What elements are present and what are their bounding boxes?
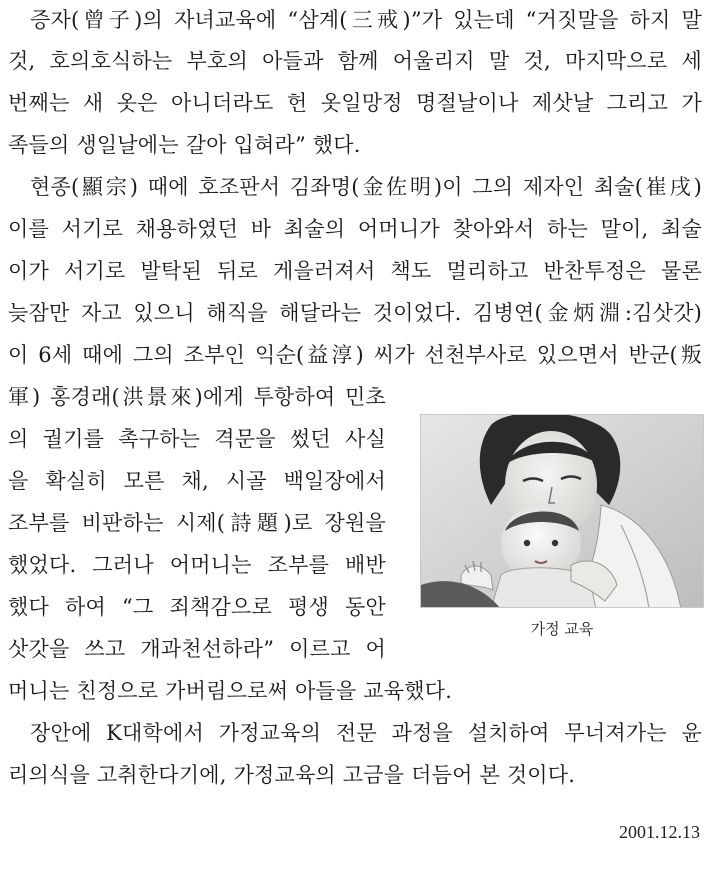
text-line: 것, 호의호식하는 부호의 아들과 함께 어울리지 말 것, 마지막으로 세	[8, 49, 702, 73]
document-date: 2001.12.13	[619, 822, 700, 842]
text-line: 머니는 친정으로 가버림으로써 아들을 교육했다.	[8, 679, 453, 703]
figure-caption: 가정 교육	[530, 620, 594, 638]
text-line: 조부를 비판하는 시제(詩題)로 장원을	[8, 511, 386, 535]
text-line: 의 궐기를 촉구하는 격문을 썼던 사실	[8, 427, 386, 451]
text-line: 증자(曾子)의 자녀교육에 “삼계(三戒)”가 있는데 “거짓말을 하지 말	[30, 8, 702, 32]
text-line: 늦잠만 자고 있으니 해직을 해달라는 것이었다. 김병연(金炳淵:김삿갓)	[8, 301, 702, 325]
mother-and-child-illustration	[420, 414, 704, 608]
text-line: 삿갓을 쓰고 개과천선하라” 이르고 어	[8, 637, 386, 661]
text-line: 軍) 홍경래(洪景來)에게 투항하여 민초	[8, 385, 386, 409]
text-line: 했다 하여 “그 죄책감으로 평생 동안	[8, 595, 386, 619]
text-line: 족들의 생일날에는 갈아 입혀라” 했다.	[8, 133, 361, 157]
text-line: 을 확실히 모른 채, 시골 백일장에서	[8, 469, 386, 493]
text-line: 번째는 새 옷은 아니더라도 헌 옷일망정 명절날이나 제삿날 그리고 가	[8, 91, 702, 115]
text-line: 장안에 K대학에서 가정교육의 전문 과정을 설치하여 무너져가는 윤	[30, 721, 702, 745]
text-line: 이를 서기로 채용하였던 바 최술의 어머니가 찾아와서 하는 말이, 최술	[8, 217, 702, 241]
text-line: 이가 서기로 발탁된 뒤로 게을러져서 책도 멀리하고 반찬투정은 물론	[8, 259, 702, 283]
text-line: 리의식을 고취한다기에, 가정교육의 고금을 더듬어 본 것이다.	[8, 763, 576, 787]
text-line: 했었다. 그러나 어머니는 조부를 배반	[8, 553, 386, 577]
text-line: 이 6세 때에 그의 조부인 익순(益淳) 씨가 선천부사로 있으면서 반군(叛	[8, 343, 702, 367]
text-line: 현종(顯宗) 때에 호조판서 김좌명(金佐明)이 그의 제자인 최술(崔戌)	[30, 175, 702, 199]
